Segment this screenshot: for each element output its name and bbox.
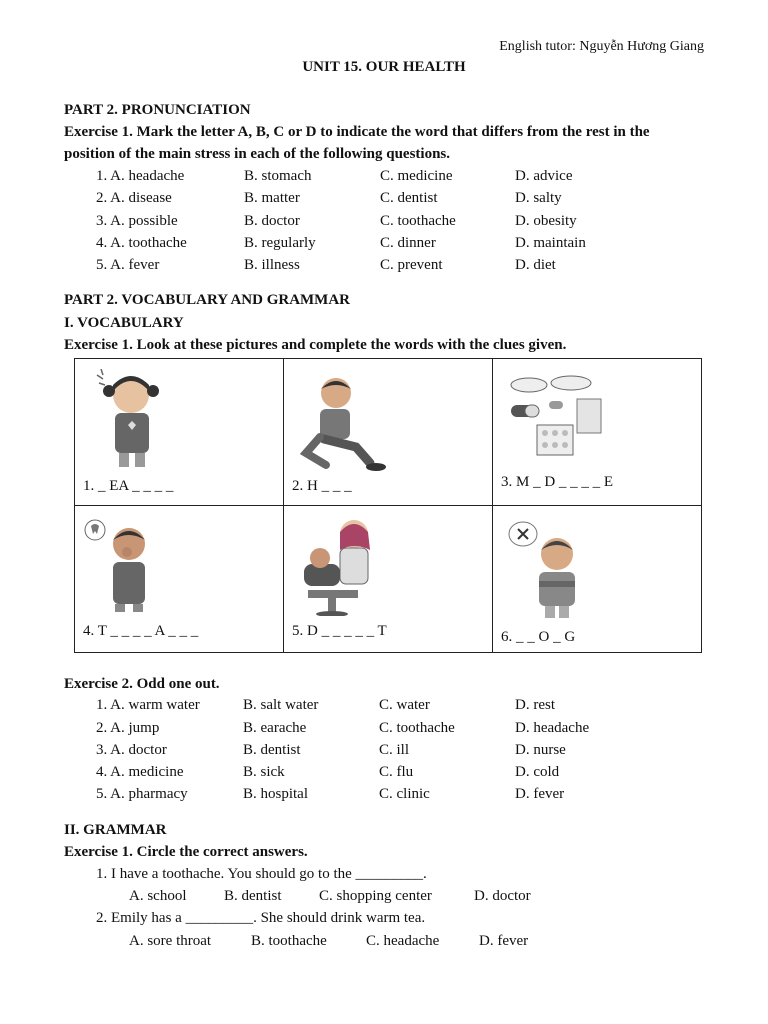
clue-5: 5. D _ _ _ _ _ T xyxy=(292,623,387,639)
option-b: B. dentist xyxy=(243,742,301,758)
pron-instruction-line1: Exercise 1. Mark the letter A, B, C or D to indicate the word that differs from the rest in the xyxy=(64,124,650,140)
option-b: B. toothache xyxy=(251,933,327,949)
option-b: B. salt water xyxy=(243,697,319,713)
option-d: D. headache xyxy=(515,720,590,736)
vocab-exercise1-instruction: Exercise 1. Look at these pictures and complete the words with the clues given. xyxy=(64,337,567,353)
option-c: C. dentist xyxy=(380,190,438,206)
picture-cell-6 xyxy=(493,506,702,653)
option-b: B. stomach xyxy=(244,168,312,184)
picture-cell-2 xyxy=(284,359,493,506)
option-b: B. earache xyxy=(243,720,307,736)
vocabulary-subheading: I. VOCABULARY xyxy=(64,315,184,331)
pronunciation-heading: PART 2. PRONUNCIATION xyxy=(64,102,251,118)
boy-hurt-knee-picture xyxy=(296,373,386,473)
option-d: D. diet xyxy=(515,257,556,273)
option-d: D. doctor xyxy=(474,888,531,904)
option-a: 3. A. doctor xyxy=(96,742,167,758)
option-b: B. hospital xyxy=(243,786,309,802)
option-a: 3. A. possible xyxy=(96,213,178,229)
clue-4: 4. T _ _ _ _ A _ _ _ xyxy=(83,623,199,639)
option-b: B. matter xyxy=(244,190,300,206)
option-b: B. doctor xyxy=(244,213,300,229)
option-b: B. dentist xyxy=(224,888,282,904)
option-d: D. advice xyxy=(515,168,573,184)
option-a: 5. A. fever xyxy=(96,257,160,273)
grammar-exercise1-instruction: Exercise 1. Circle the correct answers. xyxy=(64,844,308,860)
vocab-grammar-heading: PART 2. VOCABULARY AND GRAMMAR xyxy=(64,292,351,308)
option-a: A. sore throat xyxy=(129,933,212,949)
option-c: C. water xyxy=(379,697,430,713)
option-b: B. regularly xyxy=(244,235,316,251)
tutor-credit: English tutor: Nguyễn Hương Giang xyxy=(499,39,704,54)
option-d: D. obesity xyxy=(515,213,577,229)
clue-3: 3. M _ D _ _ _ _ E xyxy=(501,474,614,490)
option-c: C. dinner xyxy=(380,235,436,251)
medicine-picture xyxy=(507,373,607,465)
option-c: C. ill xyxy=(379,742,410,758)
picture-cell-5 xyxy=(284,506,493,653)
option-a: 4. A. toothache xyxy=(96,235,187,251)
option-d: D. maintain xyxy=(515,235,586,251)
grammar-question-2: 2. Emily has a _________. She should drink warm tea. xyxy=(96,910,426,926)
option-b: B. illness xyxy=(244,257,300,273)
picture-cell-1 xyxy=(75,359,284,506)
option-c: C. medicine xyxy=(380,168,453,184)
grammar-heading: II. GRAMMAR xyxy=(64,822,167,838)
option-a: 1. A. warm water xyxy=(96,697,200,713)
sick-boy-picture xyxy=(507,520,587,620)
grammar-question-1: 1. I have a toothache. You should go to the _________. xyxy=(96,866,427,882)
option-c: C. flu xyxy=(379,764,414,780)
option-c: C. headache xyxy=(366,933,440,949)
option-a: 4. A. medicine xyxy=(96,764,184,780)
odd-one-out-heading: Exercise 2. Odd one out. xyxy=(64,676,220,692)
dentist-picture xyxy=(298,516,378,616)
clue-6: 6. _ _ O _ G xyxy=(501,629,576,645)
option-a: 5. A. pharmacy xyxy=(96,786,188,802)
option-d: D. fever xyxy=(515,786,565,802)
option-c: C. clinic xyxy=(379,786,430,802)
option-c: C. toothache xyxy=(379,720,455,736)
clue-1: 1. _ EA _ _ _ _ xyxy=(83,478,174,494)
picture-cell-3 xyxy=(493,359,702,506)
option-d: D. cold xyxy=(515,764,560,780)
option-a: 2. A. jump xyxy=(96,720,160,736)
clue-2: 2. H _ _ _ xyxy=(292,478,352,494)
option-d: D. fever xyxy=(479,933,529,949)
option-a: 2. A. disease xyxy=(96,190,172,206)
picture-grid xyxy=(74,358,702,653)
option-d: D. salty xyxy=(515,190,562,206)
girl-headache-picture xyxy=(95,369,165,469)
option-c: C. prevent xyxy=(380,257,443,273)
option-d: D. nurse xyxy=(515,742,566,758)
option-d: D. rest xyxy=(515,697,555,713)
picture-cell-4 xyxy=(75,506,284,653)
option-b: B. sick xyxy=(243,764,285,780)
option-c: C. toothache xyxy=(380,213,456,229)
pron-instruction-line2: position of the main stress in each of the following questions. xyxy=(64,146,451,162)
unit-title: UNIT 15. OUR HEALTH xyxy=(302,59,466,75)
boy-toothache-picture xyxy=(83,518,163,614)
option-a: 1. A. headache xyxy=(96,168,185,184)
option-a: A. school xyxy=(129,888,187,904)
option-c: C. shopping center xyxy=(319,888,432,904)
